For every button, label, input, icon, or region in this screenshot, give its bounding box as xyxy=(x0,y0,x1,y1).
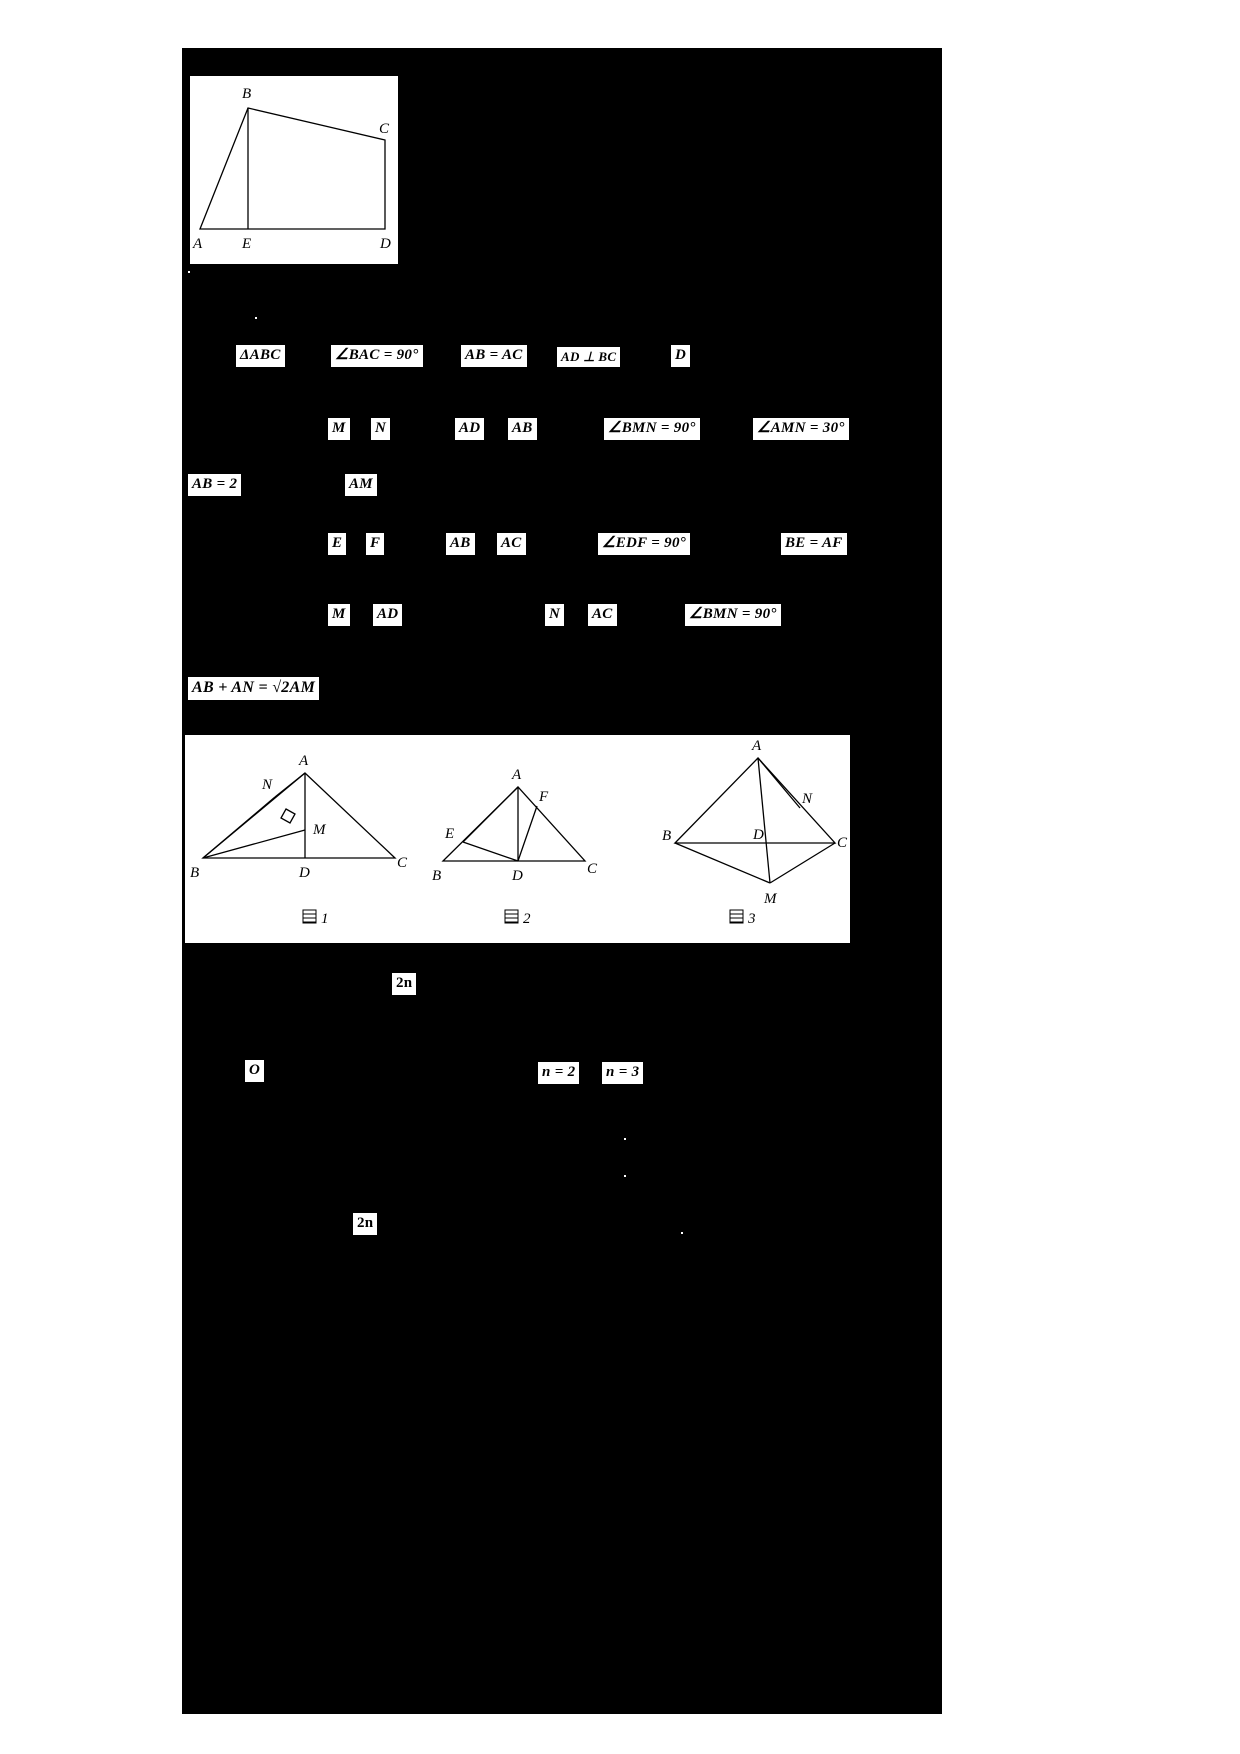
math-token: ∠BAC = 90° xyxy=(331,345,423,367)
fig3-label-a: A xyxy=(752,738,762,754)
math-token: 2n xyxy=(392,973,416,995)
fig2-label-e: E xyxy=(445,826,455,842)
fig1-label-a: A xyxy=(299,753,309,769)
fig1-label-m: M xyxy=(313,822,326,838)
math-token: 2n xyxy=(353,1213,377,1235)
math-token: O xyxy=(245,1060,264,1082)
figure-top xyxy=(190,76,398,264)
math-token: n = 2 xyxy=(538,1062,579,1084)
math-token: D xyxy=(671,345,690,367)
fig1-caption-number: 1 xyxy=(321,911,329,927)
fig1-label-n: N xyxy=(262,777,273,793)
math-token: AB = 2 xyxy=(188,474,241,496)
figure-top-label-d: D xyxy=(380,236,391,252)
figure-top-label-e: E xyxy=(242,236,252,252)
fig1-label-c: C xyxy=(397,855,408,871)
math-token: AB = AC xyxy=(461,345,527,367)
math-token: ∠AMN = 30° xyxy=(753,418,849,440)
fig3-label-b: B xyxy=(662,828,672,844)
fig2-label-d: D xyxy=(512,868,523,884)
fig2-label-b: B xyxy=(432,868,442,884)
math-token: AD xyxy=(373,604,402,626)
figure-top-label-b: B xyxy=(242,86,252,102)
math-token: AD ⊥ BC xyxy=(557,347,620,367)
math-token: ∠EDF = 90° xyxy=(598,533,690,555)
math-token: ∠BMN = 90° xyxy=(604,418,700,440)
math-token: ∠BMN = 90° xyxy=(685,604,781,626)
fig3-caption-number: 3 xyxy=(748,911,756,927)
fig1-label-b: B xyxy=(190,865,200,881)
fig3-label-c: C xyxy=(837,835,848,851)
math-token: F xyxy=(366,533,384,555)
math-token: AB + AN = √2AM xyxy=(188,677,319,700)
fig2-caption-number: 2 xyxy=(523,911,531,927)
artifact-dot xyxy=(188,271,190,273)
math-token: ΔABC xyxy=(236,345,285,367)
fig3-label-d: D xyxy=(753,827,764,843)
math-token: M xyxy=(328,604,350,626)
math-token: AC xyxy=(497,533,526,555)
fig3-label-n: N xyxy=(802,791,813,807)
fig1-label-d: D xyxy=(299,865,310,881)
figures-bottom xyxy=(185,735,850,943)
artifact-dot xyxy=(681,1232,683,1234)
figure-top-label-a: A xyxy=(193,236,203,252)
math-token: AM xyxy=(345,474,377,496)
math-token: n = 3 xyxy=(602,1062,643,1084)
artifact-dot xyxy=(255,317,257,319)
fig2-label-a: A xyxy=(512,767,522,783)
artifact-dot xyxy=(624,1138,626,1140)
fig2-label-c: C xyxy=(587,861,598,877)
fig2-label-f: F xyxy=(539,789,549,805)
math-token: N xyxy=(371,418,390,440)
fig3-label-m: M xyxy=(764,891,777,907)
artifact-dot xyxy=(624,1175,626,1177)
math-token: AB xyxy=(508,418,537,440)
math-token: AC xyxy=(588,604,617,626)
math-token: AB xyxy=(446,533,475,555)
math-token: M xyxy=(328,418,350,440)
math-token: N xyxy=(545,604,564,626)
math-token: AD xyxy=(455,418,484,440)
figure-top-label-c: C xyxy=(379,121,390,137)
math-token: E xyxy=(328,533,346,555)
math-token: BE = AF xyxy=(781,533,847,555)
